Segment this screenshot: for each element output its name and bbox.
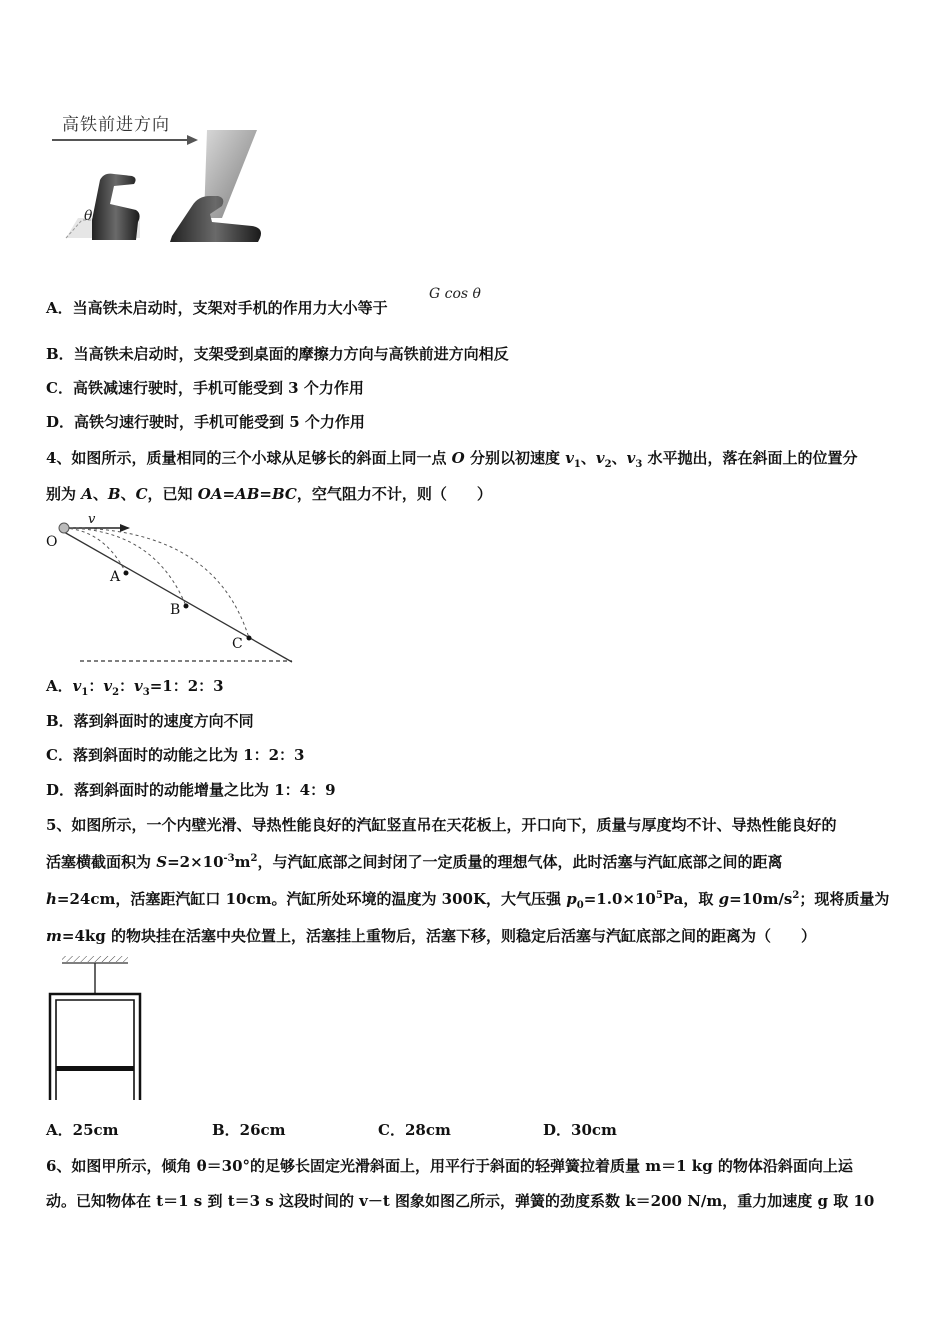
piston bbox=[56, 1066, 134, 1071]
label-o: O bbox=[46, 534, 58, 550]
q3-option-a-formula: G cos θ bbox=[429, 286, 481, 302]
q4-option-b: B．落到斜面时的速度方向不同 bbox=[46, 712, 254, 730]
q5-option-d: D．30cm bbox=[543, 1121, 617, 1139]
q3-option-b: B．当高铁未启动时，支架受到桌面的摩擦力方向与高铁前进方向相反 bbox=[46, 345, 509, 363]
q4-option-c: C．落到斜面时的动能之比为 1：2：3 bbox=[46, 746, 305, 764]
q4-option-d: D．落到斜面时的动能增量之比为 1：4：9 bbox=[46, 781, 336, 799]
trajectory-a bbox=[64, 528, 126, 573]
label-b: B bbox=[170, 602, 181, 618]
q3-option-c: C．高铁减速行驶时，手机可能受到 3 个力作用 bbox=[46, 379, 364, 397]
cylinder-drawing bbox=[44, 956, 154, 1104]
q5-stem-line4: m=4kg 的物块挂在活塞中央位置上，活塞挂上重物后，活塞下移，则稳定后活塞与汽缸底部之间的距离为（ ） bbox=[46, 927, 816, 945]
incline-line bbox=[64, 532, 292, 662]
phone-holder-drawing bbox=[52, 110, 272, 250]
q6-stem-line1: 6、如图甲所示，倾角 θ＝30°的足够长固定光滑斜面上，用平行于斜面的轻弹簧拉着质量 m＝1 kg 的物体沿斜面向上运 bbox=[46, 1157, 853, 1175]
incline-projectile-figure bbox=[44, 512, 304, 668]
q4-stem-line2: 别为 A、B、C，已知 OA=AB=BC，空气阻力不计，则（ ） bbox=[46, 485, 492, 503]
direction-label: 高铁前进方向 bbox=[62, 115, 170, 135]
q5-option-c: C．28cm bbox=[378, 1121, 451, 1139]
label-c: C bbox=[232, 636, 243, 652]
holder-with-phone bbox=[170, 130, 261, 242]
q4-option-a: A．$v_1$：$v_2$：$v_3=1$：2：3 bbox=[46, 677, 224, 698]
q5-stem-line2: 活塞横截面积为 $S=2\times 10^{-3}m^2$，与汽缸底部之间封闭了一定质量的理想气体，此时活塞与汽缸底部之间的距离 bbox=[46, 853, 783, 871]
cylinder-figure bbox=[44, 956, 154, 1104]
q3-option-a: A．当高铁未启动时，支架对手机的作用力大小等于 bbox=[46, 299, 388, 317]
q6-stem-line2: 动。已知物体在 t＝1 s 到 t＝3 s 这段时间的 v－t 图象如图乙所示，弹簧的劲度系数 k＝200 N/m，重力加速度 g 取 10 bbox=[46, 1192, 875, 1210]
q4-stem-line1: 4、如图所示，质量相同的三个小球从足够长的斜面上同一点 O 分别以初速度 $v_1$、$v_2$、$v_3$ 水平抛出，落在斜面上的位置分 bbox=[46, 449, 858, 470]
ceiling-hatch bbox=[62, 956, 128, 962]
phone-holder-figure bbox=[52, 110, 272, 250]
label-a: A bbox=[110, 569, 121, 585]
angle-label: θ bbox=[84, 208, 93, 224]
cylinder-body bbox=[50, 994, 140, 1100]
q5-stem-line3: h=24cm，活塞距汽缸口 10cm。汽缸所处环境的温度为 300K，大气压强 $p_0=1.0\times 10^5Pa$，取 $g=10m/s^2$；现将质量为 bbox=[46, 890, 890, 911]
point-c bbox=[247, 636, 252, 641]
incline-drawing bbox=[44, 512, 304, 668]
direction-arrow bbox=[52, 135, 198, 145]
cylinder-inner-wall bbox=[56, 1000, 134, 1100]
point-a bbox=[124, 571, 129, 576]
holder-side-view bbox=[66, 174, 140, 240]
point-b bbox=[184, 604, 189, 609]
label-v: v bbox=[88, 512, 96, 527]
q3-option-d: D．高铁匀速行驶时，手机可能受到 5 个力作用 bbox=[46, 413, 365, 431]
q5-option-a: A．25cm bbox=[46, 1121, 119, 1139]
q5-option-b: B．26cm bbox=[212, 1121, 286, 1139]
ball-o bbox=[59, 523, 69, 533]
q5-stem-line1: 5、如图所示，一个内壁光滑、导热性能良好的汽缸竖直吊在天花板上，开口向下，质量与厚度均不计、导热性能良好的 bbox=[46, 816, 837, 834]
